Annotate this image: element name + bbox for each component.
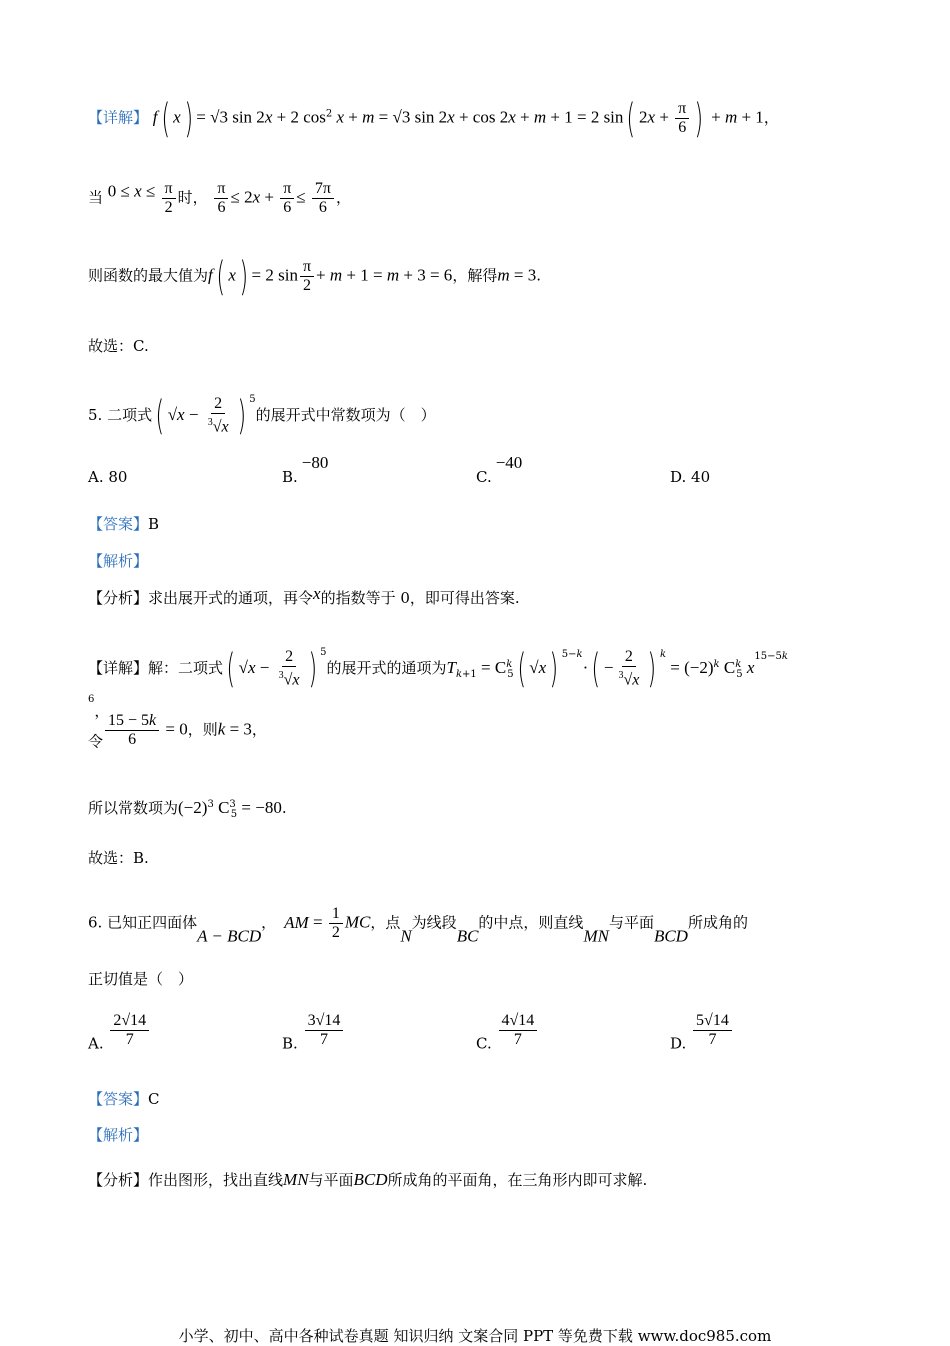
q4-line1-tail: ， bbox=[763, 108, 779, 127]
q5-option-a: A. 80 bbox=[88, 468, 128, 486]
q5-stem: 5. 二项式( √x − $\frac{2}{^3√x}$ ) $^5$的展开式中常数项为（ ） bbox=[88, 393, 436, 439]
q4-max-prefix: 则函数的最大值为 bbox=[88, 266, 209, 285]
q6-option-c: C. $\frac{4√14}{7}$ bbox=[476, 1012, 539, 1054]
q4-range-line: 当 0 ≤ x ≤ $\frac{\pi}{2}$ 时， $\frac{\pi}{6}$ ≤ 2x + $\frac{\pi}{6}$ ≤ $\frac{7\pi}{6}$ ， bbox=[88, 180, 351, 216]
q6-analysis-label: 【解析】 bbox=[88, 1126, 149, 1144]
q5-conclusion: 故选：B. bbox=[88, 849, 149, 867]
q5-option-d: D. 40 bbox=[670, 468, 711, 486]
q6-option-d: D. $\frac{5√14}{7}$ bbox=[670, 1012, 734, 1054]
q5-stem-prefix: 5. 二项式 bbox=[88, 406, 153, 424]
q5-detail: 【详解】解：二项式( √x − $\frac{2}{^3√x}$ ) $^5$的展开式的通项为$T_{k+1} = C^k_5$( √x) $^{5-k}$·( − $\frac{2}{^3√x}$ ) $^k = (-2)^k$ $C^k_5$ $x^{15-5k 6}$， bbox=[88, 646, 788, 720]
q6-answer: 【答案】C bbox=[88, 1090, 160, 1108]
q5-stem-tail: 的展开式中常数项为（ ） bbox=[255, 406, 436, 424]
q4-detail-line: 【详解】 f( x) = √3 sin 2x + 2 $\cos^2 x + m = √3$ sin 2x + cos 2x + m + 1 = 2 sin( 2x + $\frac{\pi}{6}$ ) + m + 1， bbox=[88, 95, 779, 142]
q4-line3-tail: . bbox=[536, 266, 541, 285]
q5-answer-value: B bbox=[148, 515, 160, 533]
q6-option-a: A. $\frac{2√14}{7}$ bbox=[88, 1012, 151, 1054]
q6-fenxi: 【分析】作出图形，找出直线MN与平面BCD所成角的平面角，在三角形内即可求解. bbox=[88, 1170, 648, 1189]
q5-let: 令 $\frac{15 - 5k}{6}$ = 0，则k = 3， bbox=[88, 712, 267, 751]
detail-label: 【详解】 bbox=[88, 108, 149, 127]
q5-fenxi: 【分析】求出展开式的通项，再令x的指数等于 0，即可得出答案. bbox=[88, 584, 520, 607]
q5-analysis-label: 【解析】 bbox=[88, 552, 149, 570]
q4-time: 时， bbox=[177, 188, 208, 207]
q4-solve: ，解得 bbox=[452, 266, 498, 285]
q4-line2-tail: ， bbox=[335, 188, 351, 207]
q4-when: 当 bbox=[88, 188, 104, 207]
q6-stem: 6. 已知正四面体A − BCD， AM = $\frac{1}{2}$ MC，点N为线段BC的中点，则直线MN与平面BCD所成角的 bbox=[88, 905, 748, 946]
q6-answer-value: C bbox=[148, 1090, 160, 1108]
q5-constant: 所以常数项为$(-2)^3$ $C^3_5 = -80$. bbox=[88, 798, 287, 820]
page-footer: 小学、初中、高中各种试卷真题 知识归纳 文案合同 PPT 等免费下载 www.doc985.com bbox=[178, 1327, 772, 1345]
q6-stem-line2: 正切值是（ ） bbox=[88, 970, 194, 988]
q6-option-b: B. $\frac{3√14}{7}$ bbox=[282, 1012, 345, 1054]
q4-max-line: 则函数的最大值为f( x) = 2 sin $\frac{\pi}{2}$ + m + 1 = m + 3 = 6，解得m = 3. bbox=[88, 253, 541, 300]
q4-formula: f bbox=[152, 107, 158, 127]
q5-option-b: B.−80 bbox=[282, 453, 329, 486]
q5-answer: 【答案】B bbox=[88, 515, 160, 533]
q5-option-c: C.−40 bbox=[476, 453, 523, 486]
q4-conclusion: 故选：C. bbox=[88, 337, 149, 355]
